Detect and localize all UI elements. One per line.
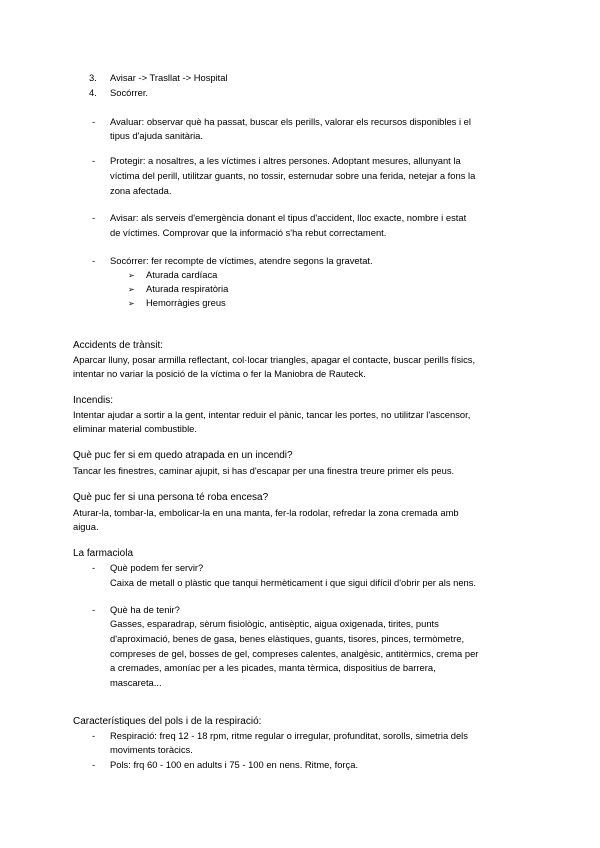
list-bullet: - (92, 562, 96, 573)
step-text: Avisar -> Trasllat -> Hospital (110, 72, 228, 83)
list-bullet: - (92, 730, 96, 741)
section-heading: Característiques del pols i de la respiració: (73, 716, 262, 727)
answer-line: compreses de gel, bosses de gel, compreses calentes, analgèsic, antitèrmics, crema per (110, 648, 479, 659)
arrow-bullet: ➢ (128, 271, 135, 280)
answer-line: Caixa de metall o plàstic que tanqui hermèticament i que sigui difícil d'obrir per als nens. (110, 577, 477, 588)
paragraph-line: eliminar material combustible. (73, 423, 198, 434)
list-bullet: - (92, 759, 96, 770)
answer-line: a cremades, amoníac per a les picades, manta tèrmica, dispositius de barrera, (110, 662, 436, 673)
list-bullet: - (92, 155, 96, 166)
arrow-bullet: ➢ (128, 285, 135, 294)
list-item-line: de víctimes. Comprovar que la informació s'ha rebut correctament. (110, 227, 387, 238)
list-bullet: - (92, 604, 96, 615)
paragraph-line: intentar no variar la posició de la víctima o fer la Maniobra de Rauteck. (73, 368, 366, 379)
list-item-line: víctima del perill, utilitzar guants, no tossir, esternudar sobre una ferida, netejar a fons la (110, 170, 476, 181)
paragraph-line: Intentar ajudar a sortir a la gent, intentar reduir el pànic, tancar les portes, no utilitzar l'ascensor, (73, 409, 471, 420)
answer-line: d'aproximació, benes de gasa, benes elàstiques, guants, tisores, pinces, termòmetre, (110, 633, 465, 644)
list-item-line: Avaluar: observar què ha passat, buscar els perills, valorar els recursos disponibles i el (110, 116, 471, 127)
step-number: 3. (89, 72, 97, 83)
answer-line: Gasses, esparadrap, sèrum fisiològic, antisèptic, aigua oxigenada, tirites, punts (110, 618, 439, 629)
question: Què ha de tenir? (110, 604, 180, 615)
list-bullet: - (92, 255, 96, 266)
step-number: 4. (89, 87, 97, 98)
list-item-line: Pols: frq 60 - 100 en adults i 75 - 100 en nens. Ritme, força. (110, 759, 359, 770)
list-item-line: Respiració: freq 12 - 18 rpm, ritme regular o irregular, profunditat, sorolls, simetria dels (110, 730, 468, 741)
list-item-line: moviments toràcics. (110, 744, 193, 755)
paragraph-line: Tancar les finestres, caminar ajupit, si has d'escapar per una finestra treure primer els peus. (73, 465, 455, 476)
step-text: Socórrer. (110, 87, 149, 98)
question: Què podem fer servir? (110, 562, 204, 573)
list-bullet: - (92, 212, 96, 223)
sub-item: Aturada respiratòria (146, 283, 229, 294)
list-item-line: tipus d'ajuda sanitària. (110, 130, 203, 141)
list-item-line: Socórrer: fer recompte de víctimes, atendre segons la gravetat. (110, 255, 373, 266)
section-heading: Incendis: (73, 395, 114, 406)
list-item-line: Protegir: a nosaltres, a les víctimes i altres persones. Adoptant mesures, allunyant la (110, 155, 461, 166)
paragraph-line: Aturar-la, tombar-la, embolicar-la en una manta, fer-la rodolar, refredar la zona cremada amb (73, 507, 459, 518)
paragraph-line: aigua. (73, 521, 99, 532)
list-bullet: - (92, 116, 96, 127)
answer-line: mascareta... (110, 677, 162, 688)
paragraph-line: Aparcar lluny, posar armilla reflectant, col·locar triangles, apagar el contacte, buscar perills físics, (73, 354, 476, 365)
sub-item: Aturada cardíaca (146, 269, 218, 280)
list-item-line: Avisar: als serveis d'emergència donant el tipus d'accident, lloc exacte, nombre i estat (110, 212, 467, 223)
list-item-line: zona afectada. (110, 185, 172, 196)
section-heading: Accidents de trànsit: (73, 340, 164, 351)
section-heading: Què puc fer si em quedo atrapada en un incendi? (73, 450, 293, 461)
section-heading: La farmaciola (73, 548, 134, 559)
sub-item: Hemorràgies greus (146, 297, 226, 308)
section-heading: Què puc fer si una persona té roba encesa? (73, 492, 269, 503)
arrow-bullet: ➢ (128, 299, 135, 308)
